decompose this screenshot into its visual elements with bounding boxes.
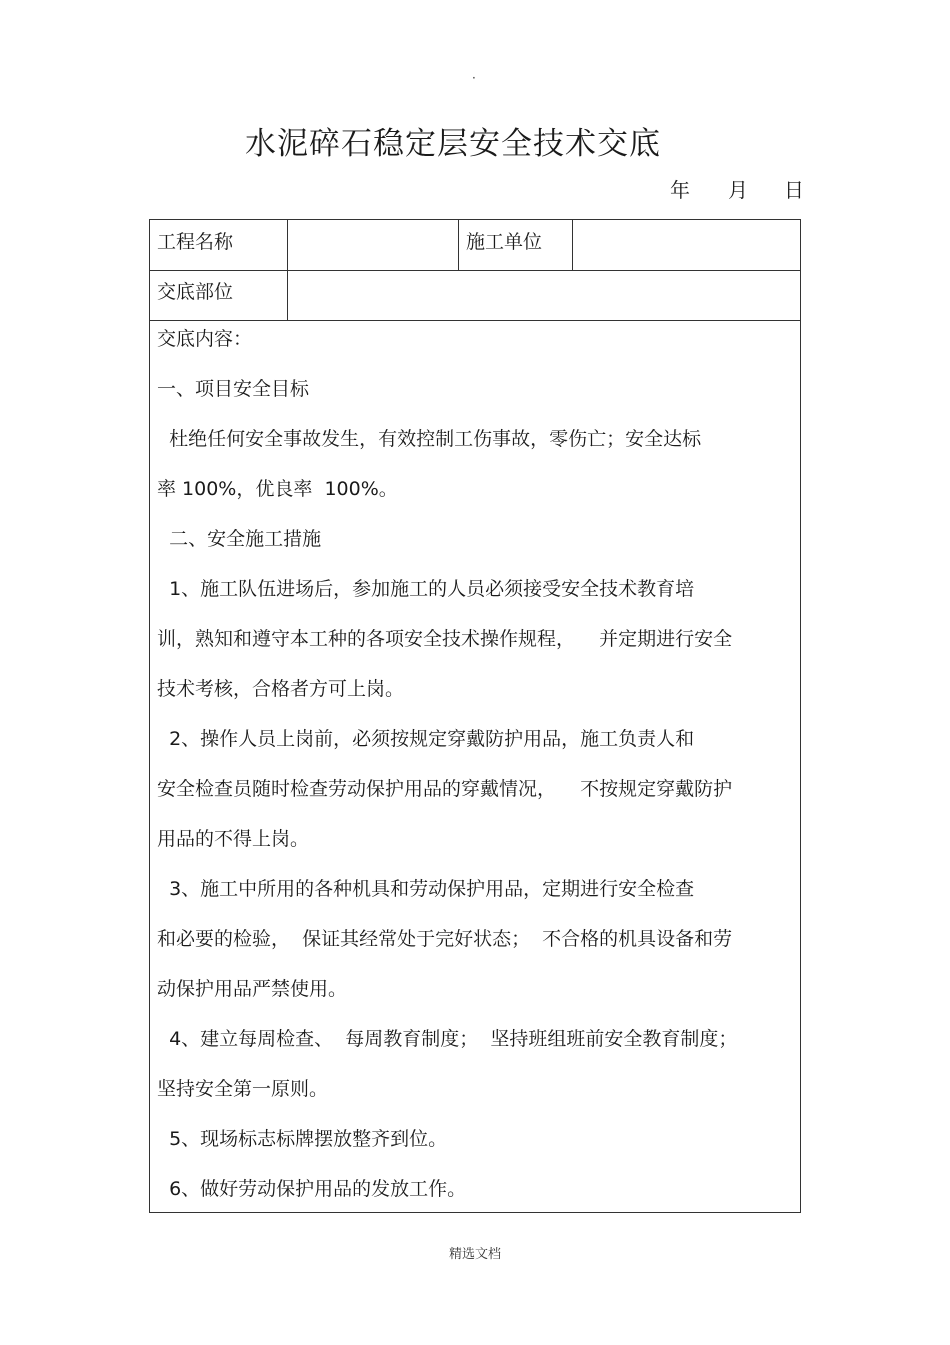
col-divider-label [287,220,288,320]
content-line: 6、做好劳动保护用品的发放工作。 [157,1178,467,1200]
date-month-label: 月 [728,178,748,202]
content-line: 3、施工中所用的各种机具和劳动保护用品，定期进行安全检查 [157,878,695,900]
content-line: 1、施工队伍进场后，参加施工的人员必须接受安全技术教育培 [157,578,695,600]
content-line: 交底内容： [157,328,253,350]
row-divider-1 [150,270,800,271]
col-divider-unit [572,220,573,270]
content-line: 和必要的检验， 保证其经常处于完好状态； 不合格的机具设备和劳 [157,928,733,950]
date-year-label: 年 [670,178,690,202]
content-line: 用品的不得上岗。 [157,828,310,850]
col-divider-mid [458,220,459,270]
location-label: 交底部位 [157,281,234,303]
content-line: 率 100%，优良率 100%。 [157,478,398,500]
content-line: 2、操作人员上岗前，必须按规定穿戴防护用品，施工负责人和 [157,728,695,750]
construction-unit-label: 施工单位 [466,231,543,253]
date-day-label: 日 [784,178,804,202]
content-line: 杜绝任何安全事故发生，有效控制工伤事故，零伤亡；安全达标 [157,428,702,450]
content-line: 4、建立每周检查、 每周教育制度； 坚持班组班前安全教育制度； [157,1028,738,1050]
content-line: 坚持安全第一原则。 [157,1078,329,1100]
project-name-label: 工程名称 [157,231,234,253]
row-divider-2 [150,320,800,321]
date-line [670,174,804,206]
content-line: 训，熟知和遵守本工种的各项安全技术操作规程， 并定期进行安全 [157,628,733,650]
page-top-dot: · [472,71,476,85]
content-line: 二、安全施工措施 [157,528,322,550]
content-line: 动保护用品严禁使用。 [157,978,348,1000]
disclosure-form [149,219,801,1213]
page-footer: 精选文档 [448,1247,501,1262]
content-line: 一、项目安全目标 [157,378,310,400]
disclosure-content [157,324,790,1224]
content-line: 安全检查员随时检查劳动保护用品的穿戴情况， 不按规定穿戴防护 [157,778,733,800]
content-line: 技术考核，合格者方可上岗。 [157,678,405,700]
document-title: 水泥碎石稳定层安全技术交底 [245,126,661,162]
content-line: 5、现场标志标牌摆放整齐到位。 [157,1128,448,1150]
